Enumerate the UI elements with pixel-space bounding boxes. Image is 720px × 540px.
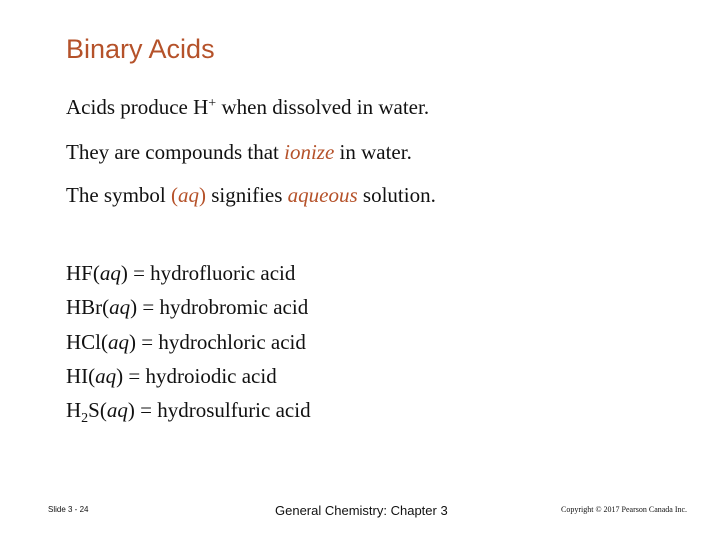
- acid-formula: HBr(: [66, 295, 110, 319]
- slide-number: Slide 3 - 24: [48, 505, 89, 514]
- acid-h2s: [66, 398, 311, 426]
- acid-name: ) = hydrofluoric acid: [120, 261, 296, 285]
- acid-aq: aq: [108, 330, 129, 354]
- point-text: signifies: [206, 183, 288, 207]
- point-aqueous: [66, 185, 436, 206]
- acid-aq: aq: [106, 398, 128, 422]
- acid-formula: HCl(: [66, 330, 108, 354]
- acid-hbr: [66, 297, 308, 318]
- point-ionize: [66, 142, 412, 163]
- acid-aq: aq: [99, 261, 121, 285]
- copyright-notice: Copyright © 2017 Pearson Canada Inc.: [561, 505, 688, 514]
- acid-formula: S(: [88, 398, 107, 422]
- acid-aq: aq: [109, 295, 131, 319]
- emphasis-ionize: ionize: [284, 140, 335, 164]
- acid-name: ) = hydrobromic acid: [130, 295, 309, 319]
- acid-hcl: [66, 332, 306, 353]
- subscript-two: 2: [81, 411, 89, 426]
- emphasis-aqueous: aqueous: [287, 183, 358, 207]
- point-text: in water.: [334, 140, 412, 164]
- point-text: when dissolved in water.: [216, 95, 430, 119]
- superscript-plus: +: [208, 96, 217, 111]
- acid-aq: aq: [95, 364, 117, 388]
- acid-name: ) = hydrochloric acid: [129, 330, 306, 354]
- acid-formula: HF(: [66, 261, 100, 285]
- acid-hf: [66, 263, 295, 284]
- point-text: Acids produce H: [66, 95, 209, 119]
- acid-formula: HI(: [66, 364, 96, 388]
- point-acids-produce: [66, 97, 429, 118]
- point-text: They are compounds that: [66, 140, 285, 164]
- acid-name: ) = hydrosulfuric acid: [127, 398, 311, 422]
- acid-hi: [66, 366, 277, 387]
- acid-formula: H: [66, 398, 82, 422]
- point-text: The symbol: [66, 183, 171, 207]
- slide-title: Binary Acids: [66, 34, 215, 64]
- symbol-aq: (aq): [171, 183, 206, 207]
- acid-name: ) = hydroiodic acid: [116, 364, 277, 388]
- point-text: solution.: [357, 183, 436, 207]
- chapter-label: General Chemistry: Chapter 3: [275, 503, 448, 518]
